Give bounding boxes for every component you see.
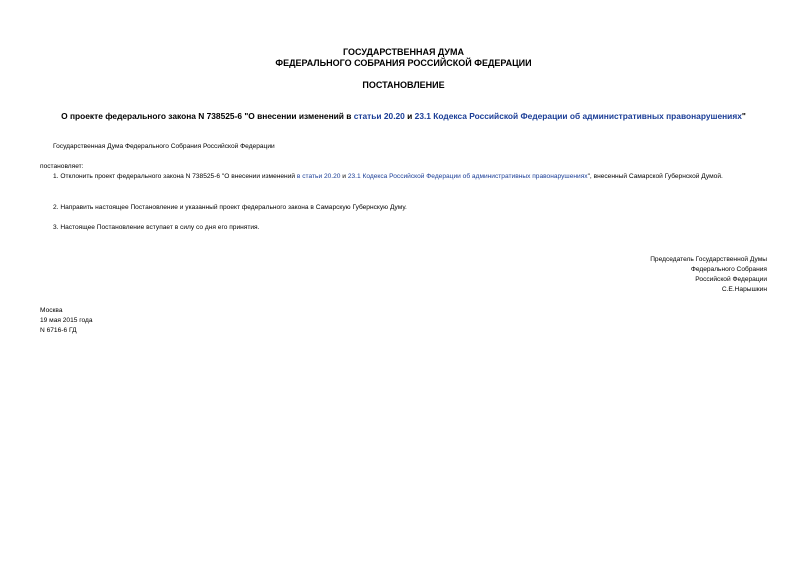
document-title (0, 111, 807, 122)
title-link-article-23-1[interactable]: 23.1 Кодекса Российской Федерации об административных правонарушениях (414, 111, 742, 121)
resolves-text: постановляет: (40, 163, 84, 170)
footer-date: 19 мая 2015 года (40, 317, 93, 324)
item-1-and: и (340, 173, 348, 180)
intro-text: Государственная Дума Федерального Собрания Российской Федерации (53, 143, 275, 150)
item-3-paragraph: 3. Настоящее Постановление вступает в силу со дня его принятия. (53, 224, 260, 231)
signature-name: С.Е.Нарышкин (721, 286, 767, 293)
item-1-link-article-23-1[interactable]: 23.1 Кодекса Российской Федерации об административных правонарушениях (347, 173, 588, 180)
signature-position-line-2: Федерального Собрания (690, 266, 767, 273)
title-prefix: О проекте федерального закона N 738525-6 "О внесении изменений в (61, 111, 354, 121)
title-suffix: " (741, 111, 746, 121)
footer-city: Москва (40, 307, 63, 314)
signature-position-line-1: Председатель Государственной Думы (650, 256, 767, 263)
item-1-link-article-20-20[interactable]: в статьи 20.20 (296, 173, 341, 180)
signature-position-line-3: Российской Федерации (695, 276, 767, 283)
title-link-article-20-20[interactable]: статьи 20.20 (353, 111, 405, 121)
title-and: и (404, 111, 415, 121)
header-line-1: ГОСУДАРСТВЕННАЯ ДУМА (342, 47, 465, 57)
footer-number: N 6716-6 ГД (40, 327, 77, 334)
item-1-prefix: 1. Отклонить проект федерального закона N 738525-6 "О внесении изменений (53, 173, 297, 180)
item-1-paragraph (40, 172, 769, 182)
document-type: ПОСТАНОВЛЕНИЕ (362, 80, 445, 90)
header-line-2: ФЕДЕРАЛЬНОГО СОБРАНИЯ РОССИЙСКОЙ ФЕДЕРАЦИИ (275, 58, 532, 68)
item-2-paragraph: 2. Направить настоящее Постановление и указанный проект федерального закона в Самарскую Губернскую Думу. (53, 204, 407, 211)
item-1-suffix: ", внесенный Самарской Губернской Думой. (587, 173, 723, 180)
